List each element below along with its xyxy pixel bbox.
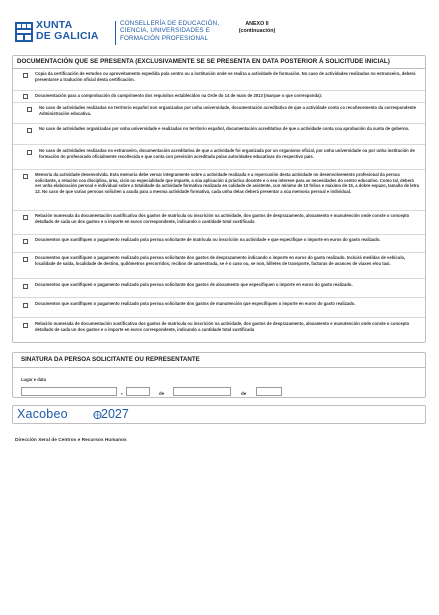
xunta-logo xyxy=(14,19,114,47)
row-divider xyxy=(13,102,425,103)
xacobeo-banner xyxy=(12,405,426,424)
day-field[interactable] xyxy=(126,387,150,396)
checkbox-expense-list[interactable] xyxy=(23,215,28,220)
row-divider xyxy=(13,234,425,235)
page-header xyxy=(14,19,425,49)
documentation-section xyxy=(12,55,426,343)
comma-separator: , xyxy=(121,390,123,396)
row-divider xyxy=(13,297,425,298)
checkbox-meals-payment[interactable] xyxy=(23,303,28,308)
footer-directorate: Dirección Xeral de Centros e Recursos Humanos xyxy=(15,438,127,443)
de-label-1: de xyxy=(159,391,165,396)
row-divider xyxy=(13,169,425,170)
department-name: CONSELLERÍA DE EDUCACIÓN, CIENCIA, UNIVERSIDADES E FORMACIÓN PROFESIONAL xyxy=(120,20,220,42)
doc-item-meals-payment: Documentos que xustifiquen o pagamento realizado pola persoa solicitante dos gastos de manutención que especifiquen o importe en euros do gasto realizado. xyxy=(13,301,425,315)
place-date-label: Lugar e data xyxy=(21,377,46,382)
doc-item-memory: Memoria da actividade desenvolvida. Esta memoria debe versar integramente sobre a actividade realizada e a repercusión desta actividade no desenvolvemento profesional da persoa solicitante, a relación coa disciplina, área, ciclo ou especialidade que imparte, a súa aplicación á práctica docente e o seu interese para as necesidades do centro educativo. Como tal, deberá ser unha elaboración persoal e individual sobre a totalidade da actividade formativa realizada en calidade de asistente, cun mínimo de 10 folios e máximo de 15, a dobre espazo, tamaño de letra 12. No caso de que varias persoas soliciten a axuda para a mesma actividade formativa, cada unha delas deberá presentar a súa memoria persoal e individual. xyxy=(13,172,425,210)
row-divider xyxy=(13,317,425,318)
de-label-2: de xyxy=(241,391,247,396)
checkbox-accommodation-payment[interactable] xyxy=(23,284,28,289)
checkbox-spain-university[interactable] xyxy=(27,128,32,133)
place-field[interactable] xyxy=(21,387,117,396)
doc-subitem-spain-university: No caso de actividades organizadas por unha universidade e realizadas no territorio español, documentación acreditativa de que a actividade conta coa aprobación da xunta de goberno. xyxy=(13,126,425,144)
row-divider xyxy=(13,252,425,253)
row-divider xyxy=(13,278,425,279)
doc-item-requirements: Documentación para a comprobación do cumprimento dos requisitos establecidos na Orde do 14 de maio de 2013 (marque o que corresponda): xyxy=(13,93,425,102)
doc-item-registration-payment: Documentos que xustifiquen o pagamento realizado pola persoa solicitante de matrícula ou inscrición na actividade e que especifique o importe en euros do gasto realizado. xyxy=(13,237,425,251)
doc-subitem-abroad: No caso de actividades realizadas no estranxeiro, documentación acreditativa de que a actividade foi organizada por un organismo oficial, por unha universidade ou por unha institución de formación do profesorado oficialmente recoñecida e que conta con previsión acreditada polas autoridades educativas do respectivo país. xyxy=(13,148,425,168)
checkbox-spain-non-university[interactable] xyxy=(27,107,32,112)
header-divider xyxy=(115,21,116,45)
doc-item-numbered-relation: Relación numerada de documentación xustificativa dos gastos de matrícula ou inscrición na actividade, dos gastos de desprazamento, aloxamento e manutención onde conste o concepto detallado de cada un dos gastos e o importe en euros correspondente, indicando a cantidade total xustificada xyxy=(13,321,425,341)
xacobeo-logo-text: Xacobeo xyxy=(17,407,68,421)
xunta-emblem-icon xyxy=(14,21,34,43)
checkbox-registration-payment[interactable] xyxy=(23,239,28,244)
checkbox-travel-payment[interactable] xyxy=(23,257,28,262)
annex-label: ANEXO II (continuación) xyxy=(238,21,276,34)
xacobeo-year: 2027 xyxy=(101,407,129,421)
doc-item-accommodation-payment: Documentos que xustifiquen o pagamento realizado pola persoa solicitante dos gastos de aloxamento que especifiquen o importe en euros do gasto realizado. xyxy=(13,282,425,296)
doc-subitem-spain-non-university: No caso de actividades realizadas no territorio español non organizadas por unha universidade, documentación acreditativa de que a actividade conta co recoñecemento da correspondente Administración educativa. xyxy=(13,105,425,123)
title-divider xyxy=(13,68,425,69)
signature-divider xyxy=(13,367,425,368)
checkbox-certification[interactable] xyxy=(23,73,28,78)
checkbox-requirements[interactable] xyxy=(23,94,28,99)
doc-item-expense-list: Relación numerada da documentación xustificativa dos gastos de matrícula ou inscrición na actividade, dos gastos de desprazamento, aloxamento e manutención onde conste o concepto detallado de cada un dos gastos e o importe en euros correspondente, indicando o cantidade total xustificada xyxy=(13,213,425,233)
signature-section xyxy=(12,352,426,398)
checkbox-abroad[interactable] xyxy=(27,150,32,155)
row-divider xyxy=(13,144,425,145)
xunta-logo-text: XUNTA DE GALICIA xyxy=(36,19,99,42)
month-field[interactable] xyxy=(173,387,231,396)
row-divider xyxy=(13,210,425,211)
row-divider xyxy=(13,90,425,91)
doc-item-travel-payment: Documentos que xustifiquen o pagamento realizado pola persoa solicitante dos gastos de desprazamento indicando o importe en euros do gasto realizado. Incluirá medidas de vehículo, localidade de saída, localidade de destino, quilómetros percorridos, recibos de autoestrada, se é o caso ou, se non, billetes de transporte, facturas de avances de viaxes e/ou taxi. xyxy=(13,255,425,277)
doc-item-certification: Copia da certificación de estudos ou aproveitamento expedida pola centro ou a institución onde se realiza a actividade de formación. No caso de actividades realizadas no estranxeiro, deberá presentarse a tradución oficial desta certificación. xyxy=(13,71,425,91)
signature-title: SINATURA DA PERSOA SOLICITANTE OU REPRESENTANTE xyxy=(21,356,200,363)
checkbox-memory[interactable] xyxy=(23,174,28,179)
checkbox-numbered-relation[interactable] xyxy=(23,323,28,328)
documentation-title: DOCUMENTACIÓN QUE SE PRESENTA (EXCLUSIVAMENTE SE SE PRESENTA EN DATA POSTERIOR Á SOLICITUDE INICIAL) xyxy=(17,58,390,65)
row-divider xyxy=(13,123,425,124)
year-field[interactable] xyxy=(256,387,282,396)
